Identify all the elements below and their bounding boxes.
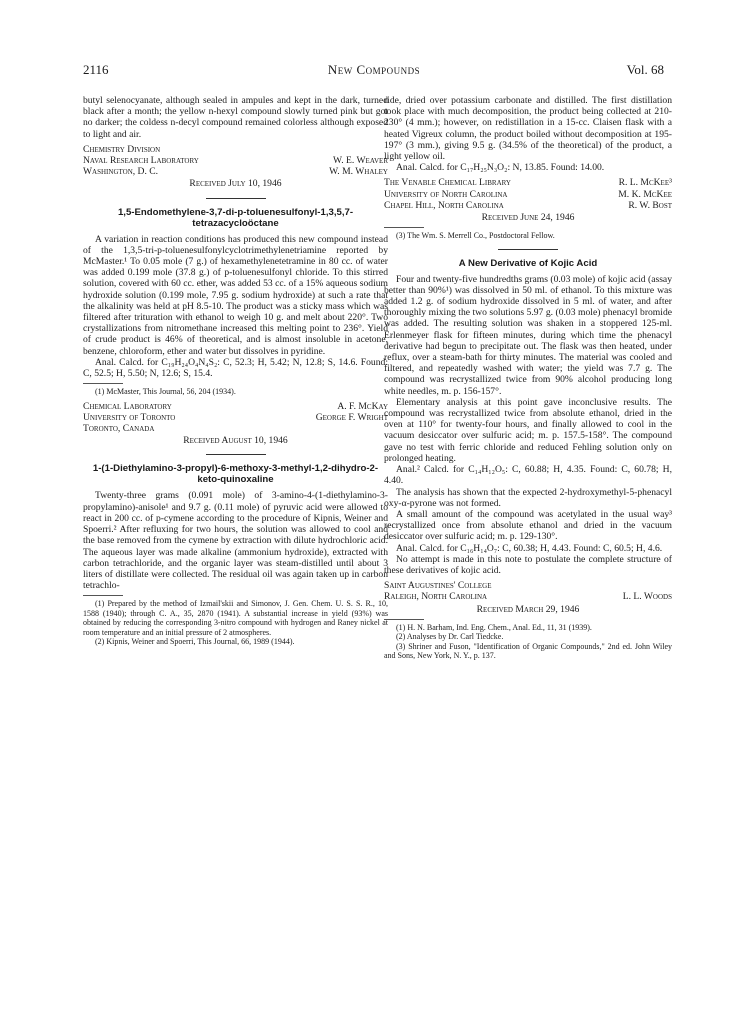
address-line: Saint Augustines' College — [384, 580, 492, 592]
author-name: R. W. Bost — [628, 199, 672, 211]
article-body: A small amount of the compound was acetylated in the usual way³ recrystallized once from absolute ethanol and dried in the vacuum desiccator over sulfuric acid; m. p. 129-130°. — [384, 508, 672, 543]
article-title: 1,5-Endomethylene-3,7-di-p-toluenesulfonyl-1,3,5,7-tetrazacycloöctane — [117, 206, 354, 229]
article-body: No attempt is made in this note to postulate the complete structure of these derivatives of kojic acid. — [384, 553, 672, 576]
author-name: L. L. Woods — [622, 591, 672, 603]
author-name: A. F. McKay — [337, 400, 388, 412]
article-body: ride, dried over potassium carbonate and distilled. The first distillation took place with much decomposition, the product being collected at 210-230° (4 mm.); however, on redistillation in a 15-cc. Claisen flask with a heated Vigreux column, the product boiled without decomposition at 195-197° (3 mm.), giving 9.5 g. (34.5% of the theoretical) of the product, a light yellow oil. — [384, 95, 672, 163]
article-body: Elementary analysis at this point gave inconclusive results. The compound was recrystallized twice from absolute ethanol, dried in the oven at 110° for twenty-four hours, and finally allowed to cool in the vacuum desiccator over sulfuric acid; m. p. 157.5-158°. The compound gave no test with ferric chloride and reduced Fehling solution only on prolonged heating. — [384, 396, 672, 464]
footnote-rule — [83, 383, 123, 384]
intro-paragraph: butyl selenocyanate, although sealed in ampules and kept in the dark, turned black after a month; the yellow n-hexyl compound slowly turned pink but got no darker; the coldess n-decyl compound remained colorless although exposed to light and air. — [83, 95, 388, 140]
footnote: (1) H. N. Barham, Ind. Eng. Chem., Anal. Ed., 11, 31 (1939). — [396, 622, 592, 632]
footnote-rule — [83, 595, 123, 596]
page-number: 2116 — [83, 62, 109, 77]
section-divider — [206, 198, 266, 199]
left-column — [83, 95, 388, 646]
footnote: (2) Kipnis, Weiner and Spoerri, This Journal, 66, 1989 (1944). — [95, 636, 295, 646]
analysis-line: Anal. Calcd. for C₁₉H₂₄O₄N₄S₂: C, 52.3; H, 5.42; N, 12.8; S, 14.6. Found: C, 52.5; H, 5.50; N, 12.6; S, 15.4. — [83, 356, 388, 380]
address-line: University of North Carolina — [384, 188, 508, 200]
analysis-line: Anal. Calcd. for C₁₆H₁₄O₇: C, 60.38; H, 4.43. Found: C, 60.5; H, 4.6. — [396, 542, 663, 554]
address-line: University of Toronto — [83, 411, 176, 423]
article-title: 1-(1-Diethylamino-3-propyl)-6-methoxy-3-methyl-1,2-dihydro-2-keto-quinoxaline — [92, 463, 379, 486]
author-name: W. E. Weaver — [333, 155, 388, 167]
article-body: Four and twenty-five hundredths grams (0.03 mole) of kojic acid (assay better than 90%¹) was dissolved in 50 ml. of ethanol. To this mixture was added 1.2 g. of sodium hydroxide dissolved in 5 ml. of water, and after thoroughly mixing the two solutions 5.97 g. (0.03 mole) phenacyl bromide was added. The resulting solution was shaken in a stoppered 125-ml. Erlenmeyer flask for fifteen minutes, during which time the phenacyl derivative had begun to precipitate out. The flask was then heated, under reflux, over a steam-bath for thirty minutes. The material was cooled and filtered, and repeatedly washed with water; the yield was 7.7 g. The compound was recrystallized twice from 90% alcohol producing long white needles, m. p. 156-157°. — [384, 273, 672, 397]
journal-section-title: New Compounds — [327, 62, 421, 77]
footnote-rule — [384, 227, 424, 228]
footnote: (1) McMaster, This Journal, 56, 204 (1934). — [95, 387, 236, 397]
address-line: Chemistry Division — [83, 143, 161, 155]
address-line: The Venable Chemical Library — [384, 177, 511, 189]
article-body: The analysis has shown that the expected 2-hydroxymethyl-5-phenacyl oxy-α-pyrone was not formed. — [384, 486, 672, 509]
footnote: (3) The Wm. S. Merrell Co., Postdoctoral Fellow. — [396, 231, 555, 241]
article-title: A New Derivative of Kojic Acid — [458, 257, 598, 269]
footnote-rule — [384, 619, 424, 620]
address-line: Chapel Hill, North Carolina — [384, 199, 504, 211]
received-date: Received August 10, 1946 — [183, 435, 288, 447]
received-date: Received March 29, 1946 — [476, 603, 580, 615]
right-column — [384, 95, 672, 660]
address-line: Raleigh, North Carolina — [384, 591, 488, 603]
received-date: Received June 24, 1946 — [481, 212, 575, 224]
address-line: Washington, D. C. — [83, 166, 159, 178]
analysis-line: Anal. Calcd. for C₁₇H₂₅N₃O₂: N, 13.85. Found: 14.00. — [396, 162, 605, 174]
section-divider — [498, 249, 558, 250]
address-line: Naval Research Laboratory — [83, 155, 199, 167]
author-name: W. M. Whaley — [329, 166, 388, 178]
footnote: (1) Prepared by the method of Izmail'skii and Simonov, J. Gen. Chem. U. S. S. R., 10, 1588 (1940); through C. A., 35, 2870 (1941). A substantial increase in yield (93%) was obtained by reducing the corresponding 3-nitro compound with hydrogen and Raney nickel at room temperature and an initial pressure of 2 atmospheres. — [83, 599, 388, 637]
footnote: (3) Shriner and Fuson, "Identification of Organic Compounds," 2nd ed. John Wiley and Sons, New York, N. Y., p. 137. — [384, 641, 672, 660]
received-date: Received July 10, 1946 — [189, 178, 282, 190]
article-body: Twenty-three grams (0.091 mole) of 3-amino-4-(1-diethylamino-3-propylamino)-anisole¹ and 9.7 g. (0.11 mole) of pyruvic acid were allowed to react in 200 cc. of p-cymene according to the procedure of Kipnis, Weiner and Spoerri.² After refluxing for two hours, the solution was allowed to cool and the base removed from the cymene by extraction with dilute hydrochloric acid. The aqueous layer was made alkaline (ammonium hydroxide), extracted with carbon tetrachloride, and the organic layer was steam-distilled until about 3 liters of distillate were collected. The residual oil was again taken up in carbon tetrachlo- — [83, 490, 388, 592]
analysis-line: Anal.² Calcd. for C₁₄H₁₂O₅: C, 60.88; H, 4.35. Found: C, 60.78; H, 4.40. — [384, 464, 672, 487]
section-divider — [206, 454, 266, 455]
volume-label: Vol. 68 — [626, 62, 664, 77]
address-line: Chemical Laboratory — [83, 400, 172, 412]
address-line: Toronto, Canada — [83, 423, 155, 435]
author-name: George F. Wright — [315, 411, 388, 423]
article-body: A variation in reaction conditions has produced this new compound instead of the 1,3,5-tri-p-toluenesulfonylcyclotrimethylenetriamine reported by McMaster.¹ To 0.05 mole (7 g.) of hexamethylenetetramine in 80 cc. of water was added 0.199 mole (37.8 g.) of p-toluenesulfonyl chloride. To this stirred solution, covered with 60 cc. ether, was added 53 cc. of a 15% aqueous sodium hydroxide solution (0.199 mole, 7.95 g. sodium hydroxide) at such a rate that the alkalinity was held at pH 8.5-10. The product was a sticky mass which was filtered after trituration with ethanol to weigh 10 g. and melt about 220°. Two crystallizations from nitromethane increased this melting point to 236°. Yield of crude product is 46% of theoretical, and is almost insoluble in acetone, benzene, chloroform, ether and water but dissolves in pyridine. — [83, 233, 388, 357]
author-name: R. L. McKee³ — [618, 177, 672, 189]
footnote: (2) Analyses by Dr. Carl Tiedcke. — [396, 632, 504, 642]
author-name: M. K. McKee — [618, 188, 672, 200]
